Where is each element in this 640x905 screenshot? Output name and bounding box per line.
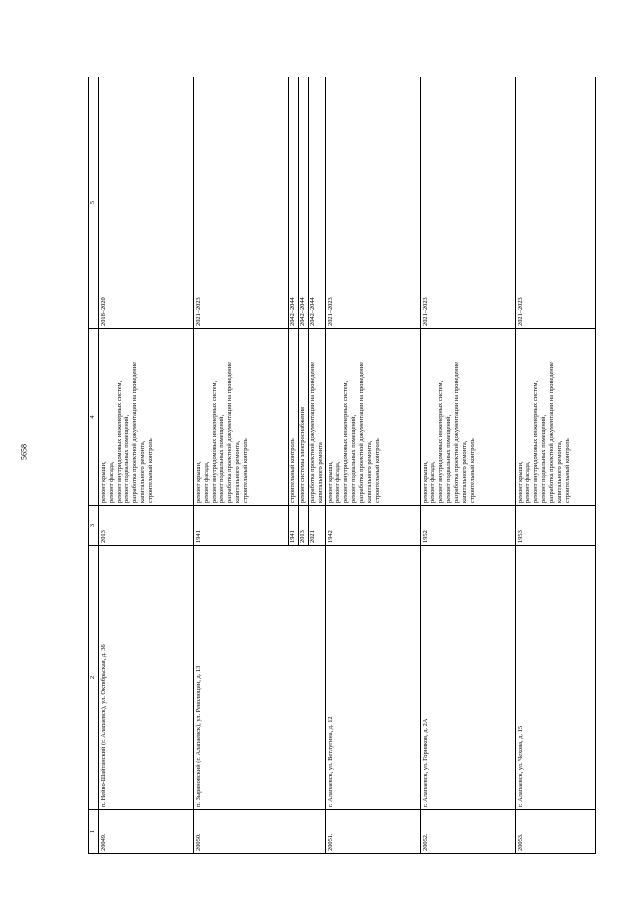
- subrow-period: 2042–2044: [309, 77, 326, 329]
- table-row: [420, 77, 515, 854]
- row-address: п. Нейво-Шайтанский (г. Алапаевск), ул. Октябрьская, д. 36: [99, 546, 194, 810]
- row-year: 1942: [325, 506, 420, 546]
- row-year: 1953: [515, 506, 595, 546]
- repair-program-table: [88, 77, 596, 854]
- row-works: ремонт крыши, ремонт фасада, ремонт внутридомовых инженерных систем, ремонт подвальных помещений, разработка проектной документации на проведение капитального ремонта, строительный контроль: [194, 329, 289, 506]
- row-period: 2021–2023: [515, 77, 595, 329]
- row-year: 2013: [99, 506, 194, 546]
- row-number: 20052.: [420, 810, 515, 854]
- subrow-works: разработка проектной документации на проведение капитального ремонта: [309, 329, 326, 506]
- subrow-works: строительный контроль: [289, 329, 299, 506]
- subrow-year: 2021: [309, 506, 326, 546]
- row-works: ремонт крыши, ремонт фасада, ремонт внутридомовых инженерных систем, ремонт подвальных помещений, разработка проектной документации на проведение капитального ремонта, строительный контроль: [515, 329, 595, 506]
- subrow-year: 2013: [299, 506, 309, 546]
- row-address: г. Алапаевск, ул. Горняков, д. 2А: [420, 546, 515, 810]
- subrow-period: 2042–2044: [289, 77, 299, 329]
- row-works: ремонт крыши, ремонт фасада, ремонт внутридомовых инженерных систем, ремонт подвальных помещений, разработка проектной документации на проведение капитального ремонта, строительный контроль: [325, 329, 420, 506]
- row-period: 2018–2020: [99, 77, 194, 329]
- subrow-works: ремонт системы электроснабжения: [299, 329, 309, 506]
- table-row: [194, 77, 289, 854]
- row-number: 20049.: [99, 810, 194, 854]
- row-address: г. Алапаевск, ул. Ветлугина, д. 12: [325, 546, 420, 810]
- header-row: [89, 77, 99, 854]
- row-period: 2021–2023: [325, 77, 420, 329]
- row-period: 2021–2023: [420, 77, 515, 329]
- row-year: 1952: [420, 506, 515, 546]
- row-works: ремонт крыши, ремонт фасада, ремонт внутридомовых инженерных систем, ремонт подвальных помещений, разработка проектной документации на проведение капитального ремонта, строительный контроль: [420, 329, 515, 506]
- row-number: 20050.: [194, 810, 326, 854]
- subrow-year: 1941: [289, 506, 299, 546]
- rotated-table-wrapper: [88, 77, 633, 854]
- header-col-3: 3: [89, 506, 99, 546]
- header-col-5: 5: [89, 77, 99, 329]
- row-number: 20051.: [325, 810, 420, 854]
- row-number: 20053.: [515, 810, 595, 854]
- table-row: [325, 77, 420, 854]
- row-address: г. Алапаевск, ул. Чехова, д. 15: [515, 546, 595, 810]
- row-address: п. Зыряновский (г. Алапаевск), ул. Революции, д. 13: [194, 546, 326, 810]
- row-works: ремонт крыши, ремонт фасада, ремонт внутридомовых инженерных систем, ремонт подвальных помещений, разработка проектной документации на проведение капитального ремонта, строительный контроль: [99, 329, 194, 506]
- row-period: 2021–2023: [194, 77, 289, 329]
- table-row: [515, 77, 595, 854]
- header-col-2: 2: [89, 546, 99, 810]
- subrow-period: 2042–2044: [299, 77, 309, 329]
- page-number: 5658: [19, 444, 29, 460]
- row-year: 1941: [194, 506, 289, 546]
- header-col-4: 4: [89, 329, 99, 506]
- table-row: [99, 77, 194, 854]
- header-col-1: 1: [89, 810, 99, 854]
